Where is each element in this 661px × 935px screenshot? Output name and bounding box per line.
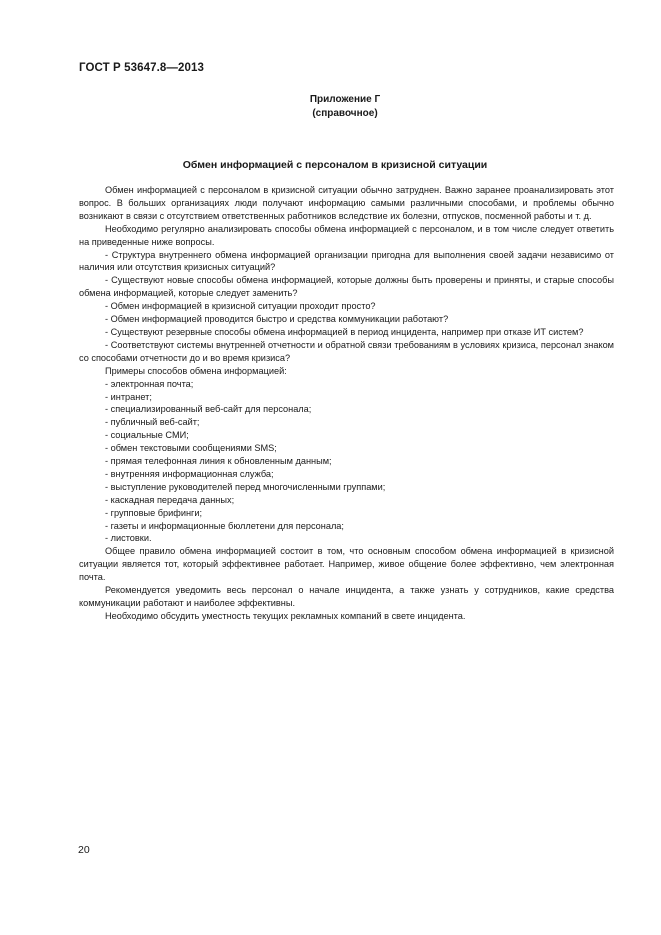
list-item: - обмен текстовыми сообщениями SMS; [105,443,277,454]
list-item: - специализированный веб-сайт для персонала; [105,404,312,415]
paragraph: Обмен информацией с персоналом в кризисной ситуации обычно затруднен. Важно заранее проанализировать этот вопрос. В больших организациях люди получают информацию самыми различными способами, и проблемы обычно возникают в связи с отсутствием ответственных работников вследствие их болезни, отпусков, посменной работы и т. д. [79,185,614,221]
appendix-title: Приложение Г [309,94,381,105]
list-item: - листовки. [105,533,152,544]
list-item: - Существуют новые способы обмена информацией, которые должны быть проверены и приняты, и старые способы обмена информацией, которые следует заменить? [79,275,614,299]
list-item: - социальные СМИ; [105,430,189,441]
page-number: 20 [78,844,90,856]
list-item: - групповые брифинги; [105,507,203,518]
list-item: - выступление руководителей перед многочисленными группами; [105,481,386,492]
list-item: - электронная почта; [105,378,194,389]
appendix-type: (справочное) [312,108,378,119]
list-item: - газеты и информационные бюллетени для персонала; [105,520,344,531]
list-item: - Обмен информацией проводится быстро и средства коммуникации работают? [105,314,449,325]
paragraph: Рекомендуется уведомить весь персонал о начале инцидента, а также узнать у сотрудников, какие средства коммуникации работают и наиболее эффективны. [79,585,614,608]
list-item: - публичный веб-сайт; [105,417,200,428]
list-item: - интранет; [105,391,152,402]
appendix-label [300,93,390,121]
list-item: - внутренняя информационная служба; [105,468,274,479]
paragraph: Примеры способов обмена информацией: [105,365,287,376]
list-item: - прямая телефонная линия к обновленным данным; [105,456,332,467]
list-item: - Структура внутреннего обмена информацией организации пригодна для выполнения своей задачи независимо от наличия или отсутствия кризисных ситуаций? [79,249,614,273]
list-item: - Существуют резервные способы обмена информацией в период инцидента, например при отказе ИТ систем? [105,326,584,337]
list-item: - каскадная передача данных; [105,494,235,505]
paragraph: Общее правило обмена информацией состоит в том, что основным способом обмена информацией в кризисной ситуации является тот, который эффективнее работает. Например, живое общение более эффективно, чем электронная почта. [79,546,614,583]
list-item: - Обмен информацией в кризисной ситуации проходит просто? [105,301,376,312]
list-item: - Соответствуют системы внутренней отчетности и обратной связи требованиям в условиях кризиса, персонал знаком со способами отчетности до и во время кризиса? [79,339,614,363]
paragraph: Необходимо регулярно анализировать способы обмена информацией с персоналом, и в том числе следует ответить на приведенные ниже вопросы. [79,223,614,247]
section-title: Обмен информацией с персоналом в кризисной ситуации [182,159,488,171]
body-text [79,184,614,623]
paragraph: Необходимо обсудить уместность текущих рекламных компаний в свете инцидента. [105,610,466,621]
document-id-header: ГОСТ Р 53647.8—2013 [79,62,204,74]
